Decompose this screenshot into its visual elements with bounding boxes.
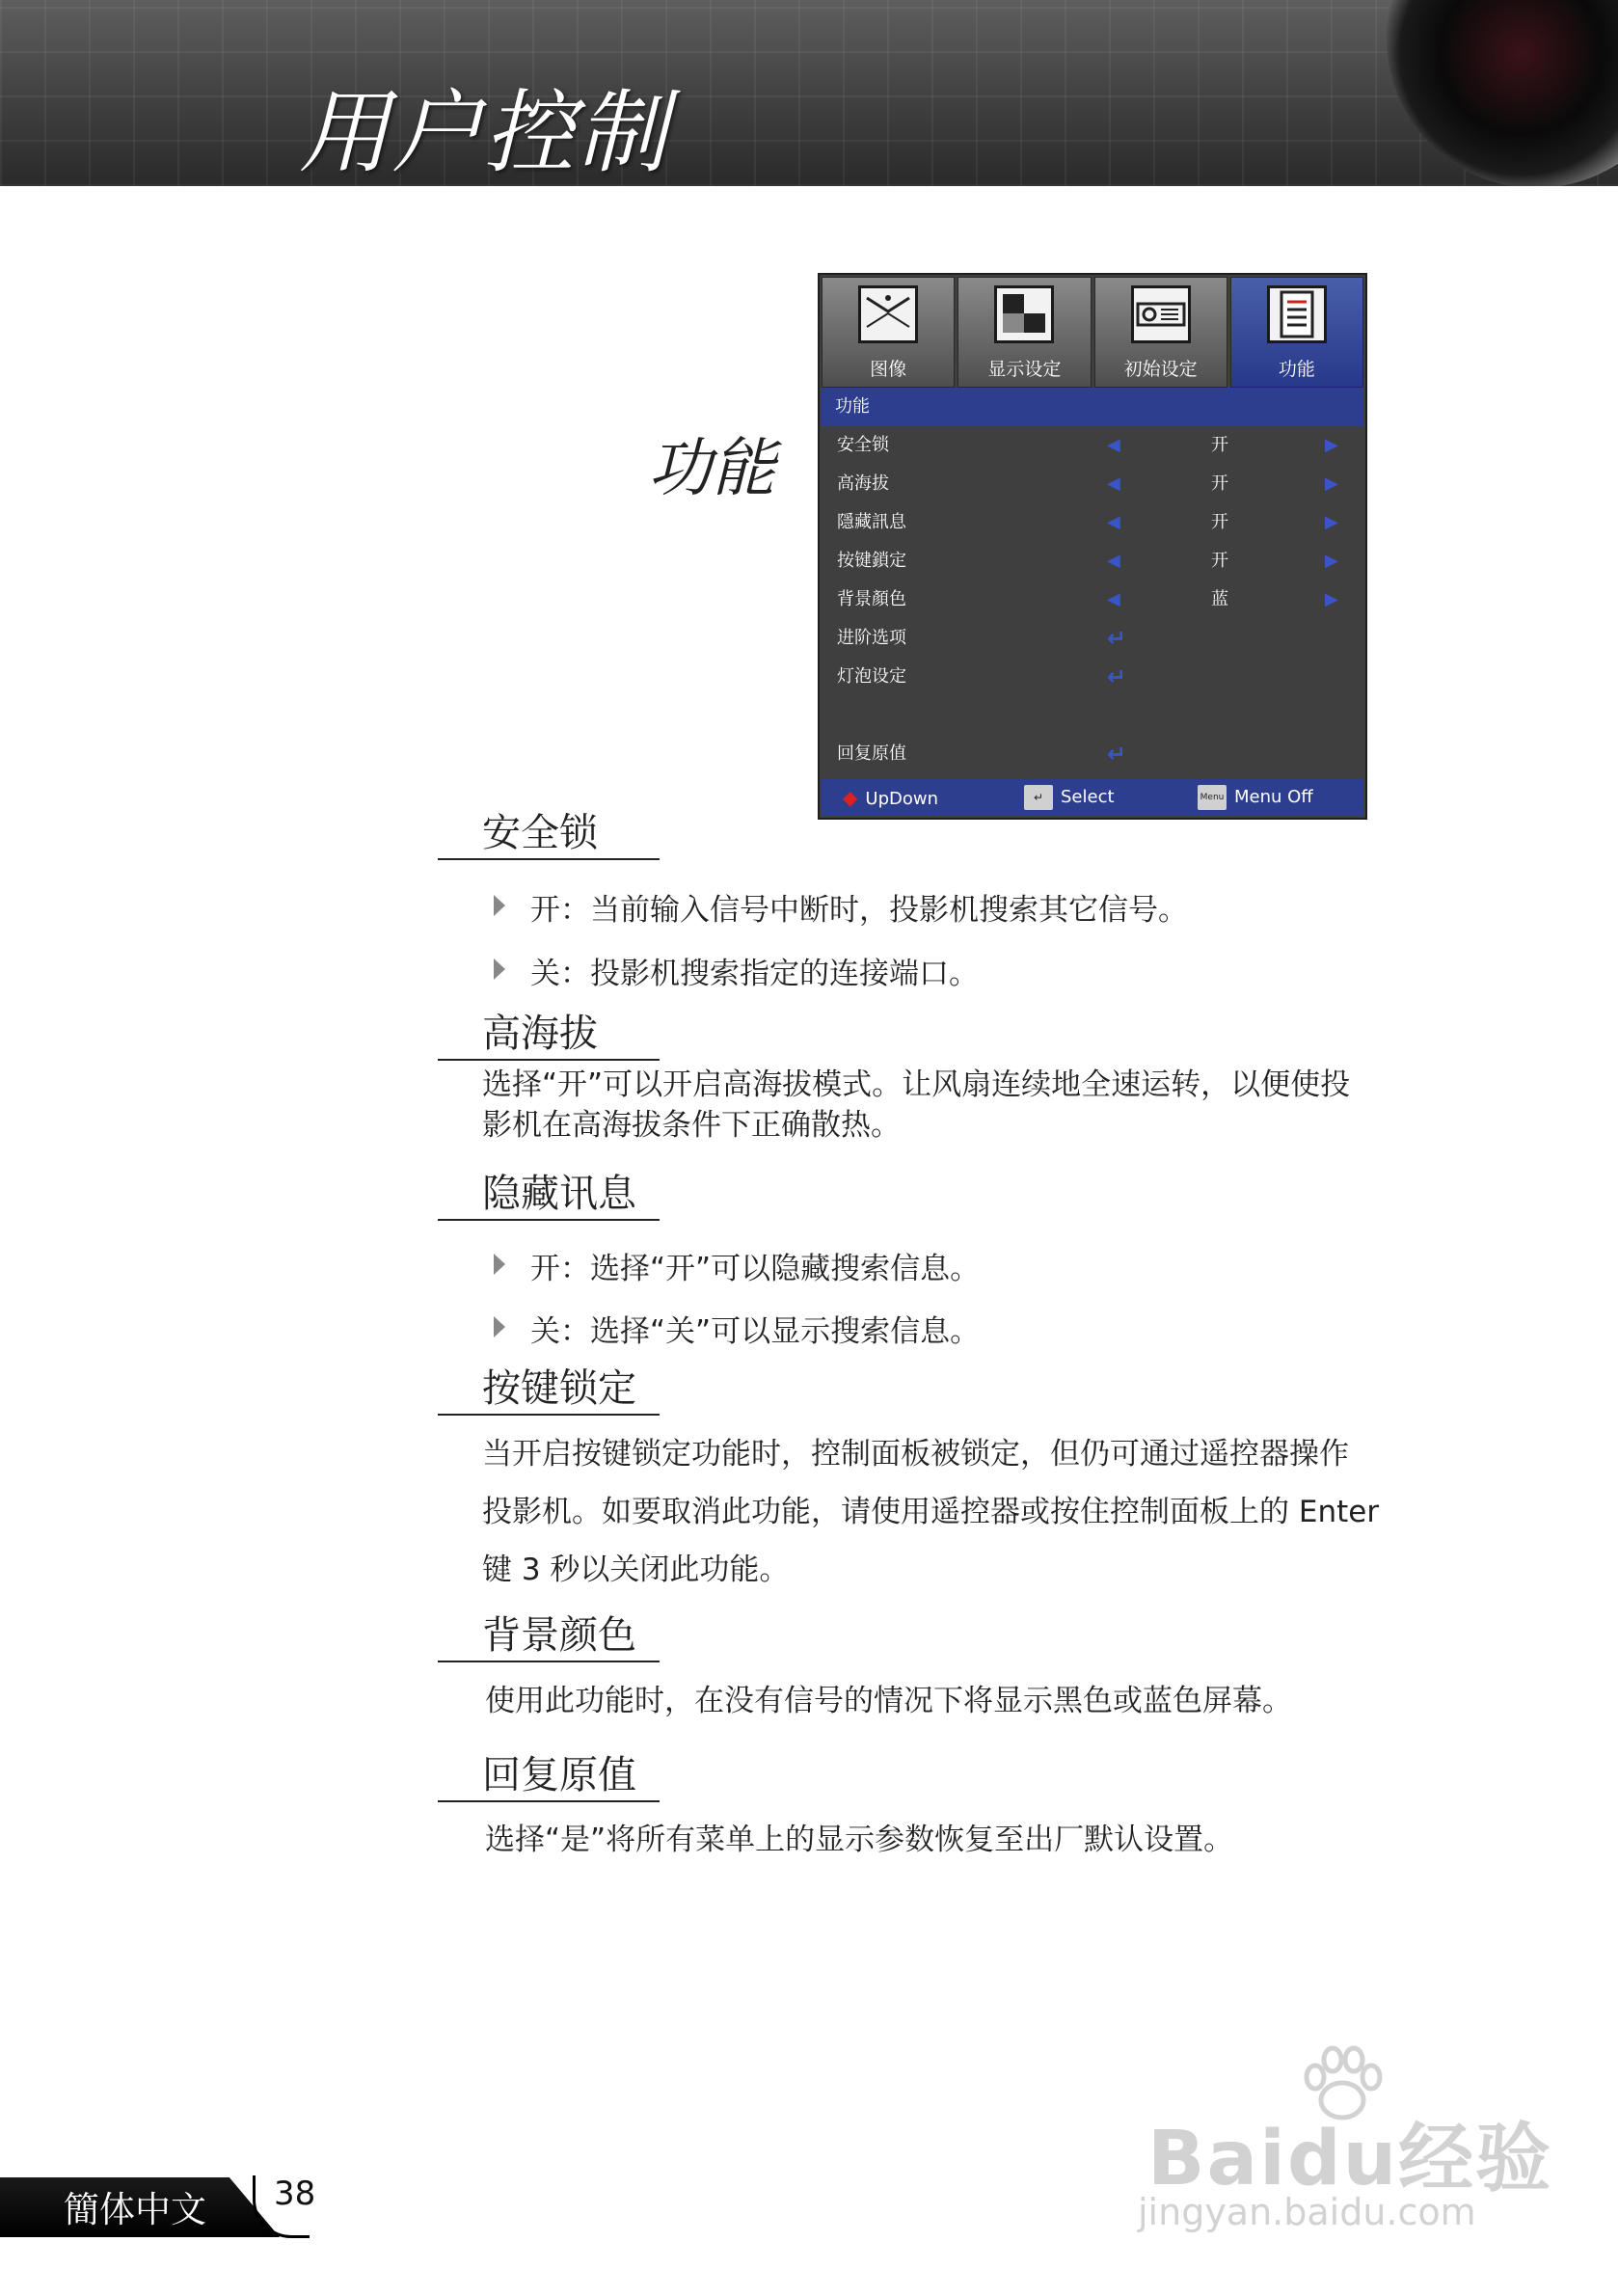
section-title: 隐藏讯息 — [438, 1169, 660, 1221]
osd-tab-image — [822, 277, 955, 388]
enter-icon: ↵ — [1107, 625, 1127, 652]
select-label: Select — [1061, 787, 1115, 807]
enter-icon: ↵ — [1107, 741, 1127, 768]
osd-row — [822, 658, 1363, 696]
osd-row-label: 隱藏訊息 — [837, 512, 906, 532]
display-icon — [994, 285, 1054, 343]
bullet-text: 开：当前输入信号中断时，投影机搜索其它信号。 — [530, 893, 1188, 928]
paragraph-line: 当开启按键锁定功能时，控制面板被锁定，但仍可通过遥控器操作 — [482, 1437, 1349, 1472]
osd-row-label: 安全锁 — [837, 435, 889, 455]
osd-row — [822, 619, 1363, 658]
paragraph-line: 选择“开”可以开启高海拔模式。让风扇连续地全速运转，以便使投 — [482, 1067, 1351, 1102]
watermark-main: Baidu经验 — [1147, 2116, 1553, 2202]
section-title: 高海拔 — [438, 1009, 660, 1061]
menu-key-icon: Menu — [1198, 785, 1227, 810]
paragraph-line: 使用此功能时，在没有信号的情况下将显示黑色或蓝色屏幕。 — [485, 1684, 1292, 1718]
osd-row-label: 进阶选项 — [837, 628, 906, 648]
osd-footer-select — [1024, 779, 1115, 816]
bullet-triangle-icon — [494, 895, 505, 916]
paragraph-line: 键 3 秒以关闭此功能。 — [482, 1553, 790, 1587]
left-arrow-icon: ◀ — [1107, 551, 1120, 571]
bullet-triangle-icon — [494, 1316, 505, 1337]
osd-row-value: 蓝 — [1211, 589, 1228, 609]
osd-tab-label: 图像 — [870, 359, 907, 380]
paragraph-line: 选择“是”将所有菜单上的显示参数恢复至出厂默认设置。 — [485, 1823, 1234, 1857]
page-number: 38 — [274, 2174, 316, 2213]
osd-tab-display — [957, 277, 1091, 388]
osd-row-label: 背景顏色 — [837, 589, 906, 609]
section-title: 按键锁定 — [438, 1364, 660, 1416]
right-arrow-icon: ▶ — [1325, 473, 1338, 494]
section-title: 安全锁 — [438, 808, 660, 860]
osd-row-value: 开 — [1211, 512, 1228, 532]
image-icon — [858, 285, 918, 343]
osd-row-label: 高海拔 — [837, 473, 889, 494]
osd-row — [822, 542, 1363, 581]
menu-off-label: Menu Off — [1234, 787, 1313, 807]
osd-row-label: 按键鎖定 — [837, 551, 906, 571]
bullet-text: 开：选择“开”可以隐藏搜索信息。 — [530, 1252, 981, 1286]
paragraph-line: 投影机。如要取消此功能，请使用遥控器或按住控制面板上的 Enter — [482, 1495, 1380, 1529]
osd-tab-options — [1230, 277, 1363, 388]
bullet-text: 关：投影机搜索指定的连接端口。 — [530, 957, 979, 991]
section-title: 回复原值 — [438, 1750, 660, 1802]
osd-footer-menu — [1198, 779, 1313, 816]
watermark-url: jingyan.baidu.com — [1138, 2191, 1476, 2233]
enter-key-icon: ↵ — [1024, 785, 1053, 810]
osd-row-value: 开 — [1211, 551, 1228, 571]
left-arrow-icon: ◀ — [1107, 435, 1120, 455]
osd-tabs — [822, 277, 1363, 388]
left-arrow-icon: ◀ — [1107, 473, 1120, 494]
bullet-triangle-icon — [494, 959, 505, 980]
left-arrow-icon: ◀ — [1107, 512, 1120, 532]
projector-icon — [1131, 285, 1191, 343]
projector-lens-image — [1387, 0, 1618, 186]
enter-icon: ↵ — [1107, 663, 1127, 690]
paragraph — [482, 1065, 1524, 1146]
right-arrow-icon: ▶ — [1325, 589, 1338, 609]
osd-menu-header: 功能 — [822, 388, 1363, 426]
updown-label: UpDown — [865, 789, 938, 809]
section-title: 背景颜色 — [438, 1610, 660, 1662]
osd-row-value: 开 — [1211, 435, 1228, 455]
osd-tab-label: 显示设定 — [987, 359, 1062, 380]
osd-tab-label: 功能 — [1278, 359, 1315, 380]
page-title: 用户控制 — [299, 81, 670, 186]
osd-menu-screenshot — [818, 273, 1367, 820]
right-arrow-icon: ▶ — [1325, 512, 1338, 532]
header-band — [0, 0, 1618, 186]
osd-row — [822, 426, 1363, 465]
osd-row-label: 回复原值 — [837, 743, 906, 764]
right-arrow-icon: ▶ — [1325, 551, 1338, 571]
paragraph — [485, 1819, 1526, 1861]
osd-tab-label: 初始设定 — [1123, 359, 1198, 380]
paragraph — [482, 1425, 1524, 1599]
updown-icon: ◆ — [843, 786, 858, 809]
paragraph — [485, 1680, 1526, 1722]
bullet-text: 关：选择“关”可以显示搜索信息。 — [530, 1314, 981, 1349]
osd-row-label: 灯泡设定 — [837, 666, 906, 687]
osd-tab-setup — [1094, 277, 1227, 388]
osd-row — [822, 735, 1363, 773]
osd-row — [822, 503, 1363, 542]
paragraph-line: 影机在高海拔条件下正确散热。 — [482, 1108, 901, 1143]
footer-language: 簡体中文 — [64, 2189, 206, 2230]
osd-row — [822, 581, 1363, 619]
left-arrow-icon: ◀ — [1107, 589, 1120, 609]
osd-footer — [822, 779, 1363, 816]
bullet-triangle-icon — [494, 1254, 505, 1275]
right-arrow-icon: ▶ — [1325, 435, 1338, 455]
osd-footer-updown — [843, 779, 938, 818]
baidu-watermark — [1128, 2044, 1610, 2237]
osd-row-value: 开 — [1211, 473, 1228, 494]
osd-row — [822, 465, 1363, 503]
list-icon — [1267, 285, 1327, 343]
section-label: 功能 — [648, 431, 775, 505]
